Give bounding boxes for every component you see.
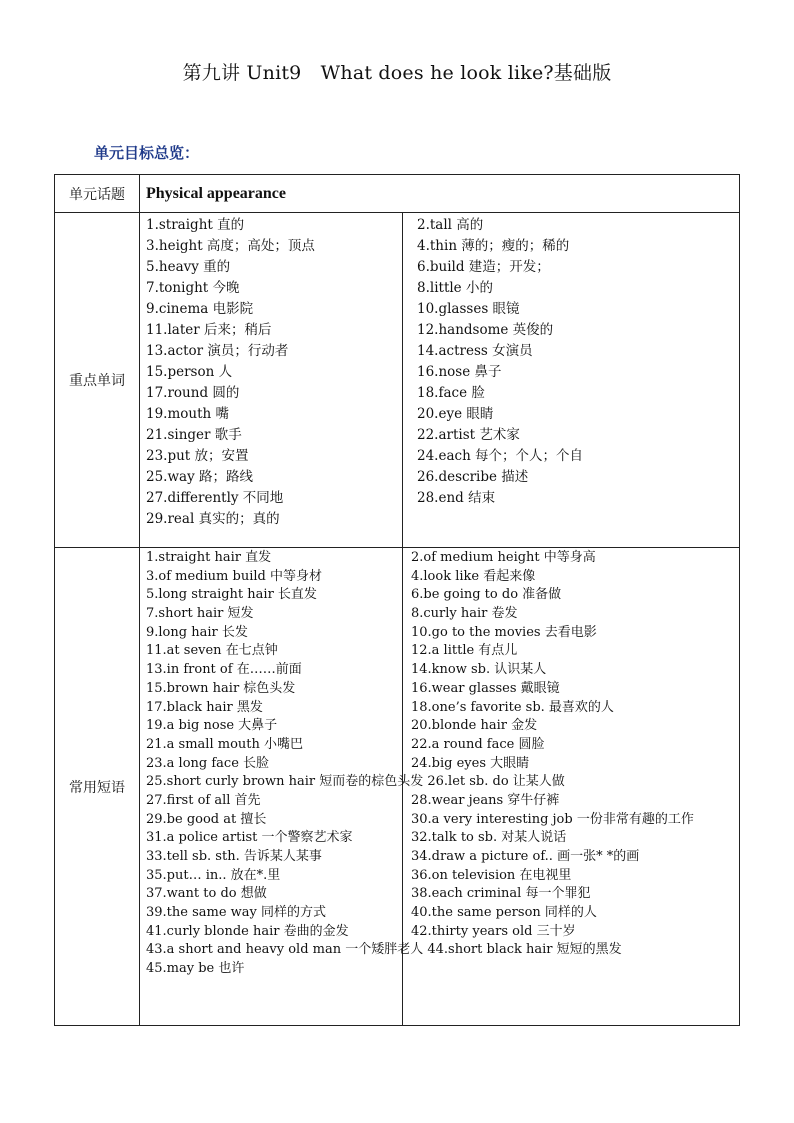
phrase-item: 11.at seven 在七点钟 — [146, 643, 278, 659]
phrase-item: 29.be good at 擅长 — [146, 811, 267, 827]
word-item: 16.nose 鼻子 — [417, 364, 502, 380]
phrase-item: 17.black hair 黑发 — [146, 699, 263, 715]
phrase-item: 21.a small mouth 小嘴巴 — [146, 736, 304, 752]
word-item: 26.describe 描述 — [417, 469, 529, 485]
word-item: 5.heavy 重的 — [146, 259, 231, 275]
word-item: 22.artist 艺术家 — [417, 427, 520, 443]
topic-value: Physical appearance — [140, 175, 740, 213]
phrase-item: 35.put… in.. 放在*.里 — [146, 867, 281, 883]
phrase-item: 5.long straight hair 长直发 — [146, 587, 317, 603]
phrase-item: 19.a big nose 大鼻子 — [146, 718, 278, 734]
phrase-item: 32.talk to sb. 对某人说话 — [411, 830, 567, 846]
page-title: 第九讲 Unit9 What does he look like?基础版 — [182, 62, 612, 84]
word-item: 24.each 每个；个人；个自 — [417, 448, 584, 464]
phrases-row — [55, 548, 740, 1026]
phrase-item: 2.of medium height 中等身高 — [411, 550, 596, 565]
word-item: 18.face 脸 — [417, 385, 485, 401]
phrase-item: 33.tell sb. sth. 告诉某人某事 — [146, 849, 322, 864]
word-item: 23.put 放；安置 — [146, 448, 249, 464]
word-item: 6.build 建造；开发； — [417, 259, 550, 275]
phrase-item: 27.first of all 首先 — [146, 792, 261, 808]
phrase-item: 24.big eyes 大眼睛 — [411, 755, 530, 771]
unit-table — [54, 174, 740, 1026]
phrase-item: 20.blonde hair 金发 — [411, 718, 538, 734]
phrase-item: 7.short hair 短发 — [146, 606, 254, 622]
phrase-item: 40.the same person 同样的人 — [411, 905, 597, 921]
topic-label: 单元话题 — [55, 175, 140, 213]
words-row — [55, 213, 740, 548]
phrase-item: 23.a long face 长脸 — [146, 755, 270, 771]
phrase-item: 38.each criminal 每一个罪犯 — [411, 886, 591, 902]
phrase-item: 9.long hair 长发 — [146, 624, 248, 640]
words-left-column — [140, 213, 403, 547]
word-item: 19.mouth 嘴 — [146, 406, 230, 422]
phrase-item: 6.be going to do 准备做 — [411, 587, 562, 603]
phrase-item: 31.a police artist 一个警察艺术家 — [146, 830, 353, 846]
phrase-item: 18.one’s favorite sb. 最喜欢的人 — [411, 699, 614, 715]
word-item: 1.straight 直的 — [146, 217, 245, 233]
phrase-item: 13.in front of 在……前面 — [146, 662, 302, 678]
word-item: 20.eye 眼睛 — [417, 406, 494, 422]
topic-row — [55, 175, 740, 213]
phrases-label: 常用短语 — [55, 548, 140, 1026]
word-item: 13.actor 演员；行动者 — [146, 343, 289, 359]
phrase-item: 4.look like 看起来像 — [411, 568, 536, 584]
phrase-item: 8.curly hair 卷发 — [411, 606, 518, 622]
word-item: 12.handsome 英俊的 — [417, 322, 554, 338]
word-item: 17.round 圆的 — [146, 385, 240, 401]
phrase-item: 34.draw a picture of.. 画一张* *的画 — [411, 849, 640, 864]
phrases-cell — [140, 548, 740, 1026]
word-item: 21.singer 歌手 — [146, 427, 242, 443]
word-item: 28.end 结束 — [417, 490, 496, 506]
word-item: 8.little 小的 — [417, 280, 493, 296]
word-item: 3.height 高度；高处；顶点 — [146, 238, 315, 254]
word-item: 27.differently 不同地 — [146, 490, 284, 506]
phrase-item: 16.wear glasses 戴眼镜 — [411, 680, 560, 696]
phrase-item: 14.know sb. 认识某人 — [411, 662, 547, 678]
word-item: 29.real 真实的；真的 — [146, 511, 280, 527]
phrase-item: 42.thirty years old 三十岁 — [411, 923, 576, 939]
word-item: 9.cinema 电影院 — [146, 301, 254, 317]
phrase-item: 36.on television 在电视里 — [411, 867, 572, 883]
word-item: 11.later 后来；稍后 — [146, 322, 272, 338]
phrase-item: 25.short curly brown hair 短而卷的棕色头发 26.let sb. do 让某人做 — [146, 774, 565, 790]
phrase-item: 30.a very interesting job 一份非常有趣的工作 — [411, 811, 694, 827]
word-item: 10.glasses 眼镜 — [417, 301, 520, 317]
overview-heading: 单元目标总览： — [94, 144, 200, 162]
phrase-item: 3.of medium build 中等身材 — [146, 568, 322, 584]
phrase-item: 12.a little 有点儿 — [411, 643, 518, 659]
phrase-item: 22.a round face 圆脸 — [411, 736, 545, 752]
phrase-item: 43.a short and heavy old man 一个矮胖老人 44.short black hair 短短的黑发 — [146, 942, 622, 958]
phrase-item: 15.brown hair 棕色头发 — [146, 680, 296, 696]
phrase-item: 1.straight hair 直发 — [146, 550, 272, 565]
phrase-item: 37.want to do 想做 — [146, 886, 267, 902]
phrase-item: 41.curly blonde hair 卷曲的金发 — [146, 923, 349, 939]
phrase-item: 45.may be 也许 — [146, 961, 245, 977]
phrase-item: 10.go to the movies 去看电影 — [411, 624, 597, 640]
word-item: 7.tonight 今晚 — [146, 280, 240, 296]
word-item: 4.thin 薄的；瘦的；稀的 — [417, 238, 570, 254]
words-right-column — [403, 213, 739, 547]
word-item: 2.tall 高的 — [417, 217, 484, 233]
words-cell — [140, 213, 740, 548]
phrase-item: 39.the same way 同样的方式 — [146, 905, 327, 921]
phrase-item: 28.wear jeans 穿牛仔裤 — [411, 792, 560, 808]
word-item: 15.person 人 — [146, 364, 233, 380]
words-label: 重点单词 — [55, 213, 140, 548]
word-item: 25.way 路；路线 — [146, 469, 253, 485]
word-item: 14.actress 女演员 — [417, 343, 533, 359]
